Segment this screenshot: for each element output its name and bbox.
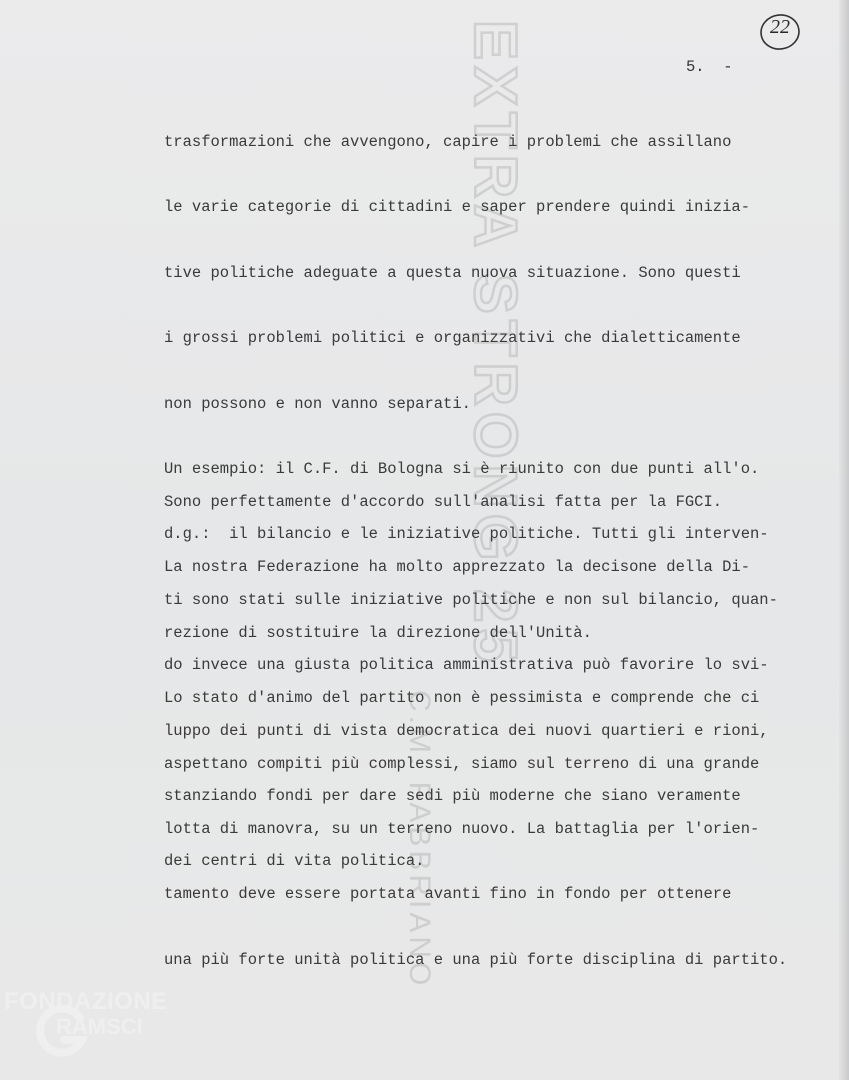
watermark-text: EXTRA STRONG 25 bbox=[462, 20, 529, 668]
text-line: d.g.: il bilancio e le iniziative politiche. Tutti gli interven- bbox=[164, 525, 769, 544]
text-line: trasformazioni che avvengono, capire i problemi che assillano bbox=[164, 133, 732, 151]
paper-edge bbox=[839, 0, 849, 1080]
text-line: una più forte unità politica e una più forte disciplina di partito. bbox=[164, 950, 788, 969]
text-line: tamento deve essere portata avanti fino in fondo per ottenere bbox=[164, 885, 732, 904]
text-line: le varie categorie di cittadini e saper prendere quindi inizia- bbox=[164, 198, 750, 217]
text-line: luppo dei punti di vista democratica dei nuovi quartieri e rioni, bbox=[164, 721, 769, 740]
text-line: ti sono stati sulle iniziative politiche e non sul bilancio, quan- bbox=[164, 590, 778, 609]
text-line: Sono perfettamente d'accordo sull'analisi fatta per la FGCI. bbox=[164, 493, 723, 511]
text-line: tive politiche adeguate a questa nuova situazione. Sono questi bbox=[164, 263, 741, 282]
logo-text-gramsci: RAMSCI bbox=[56, 1014, 143, 1039]
text-line: dei centri di vita politica. bbox=[164, 852, 425, 871]
typed-page-marker: 5. - bbox=[686, 58, 733, 76]
text-line: do invece una giusta politica amministrativa può favorire lo svi- bbox=[164, 656, 769, 675]
logo-text-fondazione: FONDAZIONE bbox=[4, 988, 168, 1015]
text-line: rezione di sostituire la direzione dell'Unità. bbox=[164, 623, 592, 642]
text-line: Un esempio: il C.F. di Bologna si è riunito con due punti all'o. bbox=[164, 459, 760, 478]
text-line: La nostra Federazione ha molto apprezzato la decisone della Di- bbox=[164, 558, 750, 577]
text-line: i grossi problemi politici e organizzativi che dialetticamente bbox=[164, 329, 741, 348]
text-line: Lo stato d'animo del partito non è pessimista e comprende che ci bbox=[164, 689, 760, 708]
fondazione-gramsci-logo bbox=[0, 988, 215, 1080]
handwritten-page-number: 22 bbox=[770, 16, 790, 38]
paragraph-2 bbox=[164, 452, 787, 1011]
text-line: non possono e non vanno separati. bbox=[164, 394, 471, 413]
text-line: stanziando fondi per dare sedi più moderne che siano veramente bbox=[164, 786, 741, 805]
text-line: lotta di manovra, su un terreno nuovo. La battaglia per l'orien- bbox=[164, 819, 760, 838]
watermark-stamp: C.M. FABBRIANO bbox=[403, 690, 436, 990]
text-line: aspettano compiti più complessi, siamo sul terreno di una grande bbox=[164, 754, 760, 773]
